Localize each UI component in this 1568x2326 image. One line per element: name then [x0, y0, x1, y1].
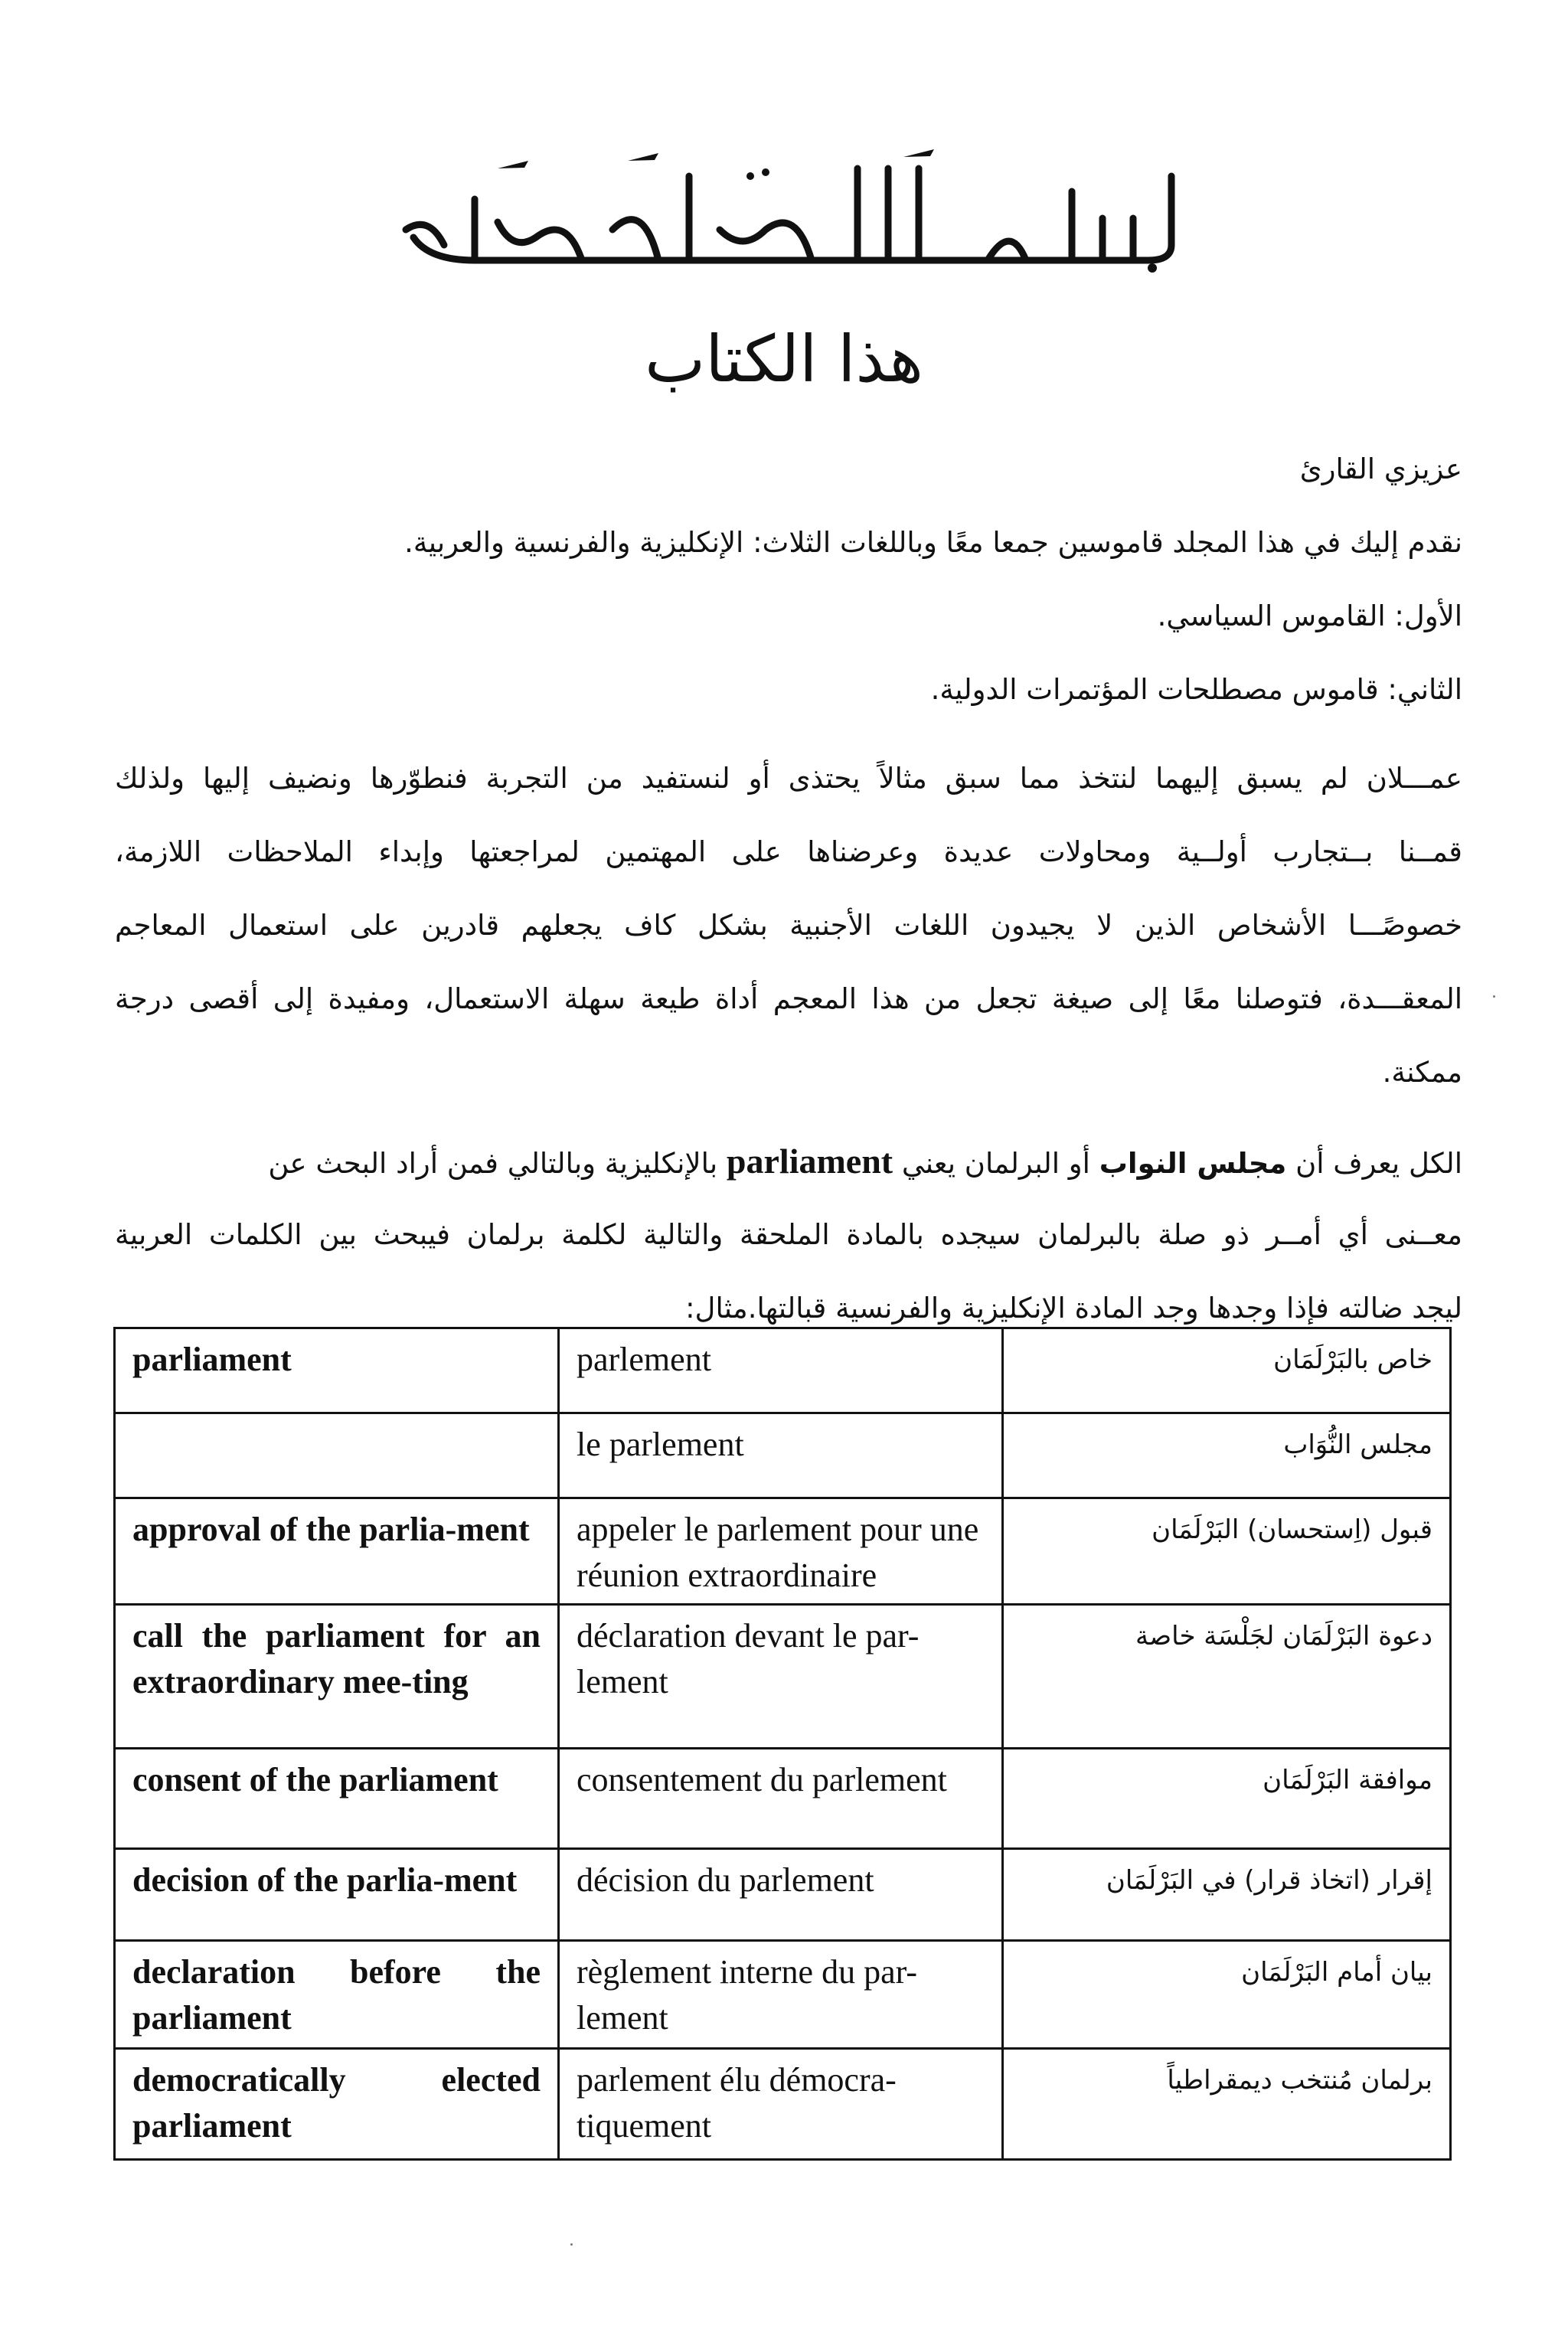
table-row: [115, 1941, 1451, 2049]
table-row: [115, 1498, 1451, 1605]
english-term: consent of the parliament: [115, 1749, 559, 1849]
french-term: appeler le parlement pour une réunion extraordinaire: [559, 1498, 1003, 1605]
greeting: عزيزي القارئ: [1299, 452, 1462, 485]
french-term: parlement élu démocra-tiquement: [559, 2049, 1003, 2160]
arabic-term: برلمان مُنتخب ديمقراطياً: [1003, 2049, 1451, 2160]
arabic-term: موافقة البَرْلَمَان: [1003, 1749, 1451, 1849]
second-dictionary: الثاني: قاموس مصطلحات المؤتمرات الدولية.: [930, 673, 1462, 706]
table-row: [115, 1849, 1451, 1941]
intro-paragraph: نقدم إليك في هذا المجلد قاموسين جمعا معًا وباللغات الثلاث: الإنكليزية والفرنسية والعربية.: [404, 526, 1462, 559]
work-line-2: قمــنا بــتجارب أولــية ومحاولات عديدة وعرضناها على المهتمين لمراجعتها وإبداء الملاحظات اللازمة،: [115, 835, 1462, 868]
arabic-term: خاص بالبَرْلَمَان: [1003, 1328, 1451, 1413]
english-term: approval of the parlia-ment: [115, 1498, 559, 1605]
french-term: consentement du parlement: [559, 1749, 1003, 1849]
work-line-4: المعقـــدة، فتوصلنا معًا إلى صيغة تجعل من هذا المعجم أداة طيعة سهلة الاستعمال، ومفيدة إلى أقصى درجة: [115, 982, 1462, 1015]
arabic-term: قبول (اِستحسان) البَرْلَمَان: [1003, 1498, 1451, 1605]
french-term: règlement interne du par-lement: [559, 1941, 1003, 2049]
work-line-3: خصوصًـــا الأشخاص الذين لا يجيدون اللغات الأجنبية بشكل كاف يجعلهم قادرين على استعمال المعاجم: [115, 909, 1462, 942]
term-arabic: مجلس النواب: [1099, 1147, 1287, 1180]
usage-text: بالإنكليزية وبالتالي فمن أراد البحث عن: [268, 1147, 727, 1180]
dictionary-table: [113, 1327, 1452, 2161]
usage-line-2: معــنى أي أمــر ذو صلة بالبرلمان سيجده بالمادة الملحقة والتالية لكلمة برلمان فيبحث بين الكلمات العربية: [115, 1218, 1462, 1251]
english-term: call the parliament for an extraordinary mee-ting: [115, 1605, 559, 1749]
body-text: [115, 433, 1462, 1345]
usage-line-3: ليجد ضالته فإذا وجدها وجد المادة الإنكليزية والفرنسية قبالتها.مثال:: [685, 1292, 1462, 1325]
page-title: هذا الكتاب: [645, 322, 923, 397]
french-term: parlement: [559, 1328, 1003, 1413]
work-line-1: عمـــلان لم يسبق إليهما لنتخذ مما سبق مثالاً يحتذى أو لنستفيد من التجربة فنطوّرها ونضيف إليها ولذلك: [115, 762, 1462, 795]
table-row: [115, 1749, 1451, 1849]
table-row: [115, 2049, 1451, 2160]
usage-text: أو البرلمان يعني: [893, 1147, 1099, 1180]
work-line-5: ممكنة.: [1382, 1056, 1462, 1089]
english-term: parliament: [115, 1328, 559, 1413]
french-term: décision du parlement: [559, 1849, 1003, 1941]
english-term: [115, 1413, 559, 1498]
french-term: déclaration devant le par-lement: [559, 1605, 1003, 1749]
arabic-term: إقرار (اتخاذ قرار) في البَرْلَمَان: [1003, 1849, 1451, 1941]
first-dictionary: الأول: القاموس السياسي.: [1157, 599, 1462, 632]
english-term: decision of the parlia-ment: [115, 1849, 559, 1941]
arabic-term: دعوة البَرْلَمَان لجَلْسَة خاصة: [1003, 1605, 1451, 1749]
table-row: [115, 1413, 1451, 1498]
usage-line-1: [115, 1125, 1462, 1198]
french-term: le parlement: [559, 1413, 1003, 1498]
usage-text: الكل يعرف أن: [1286, 1147, 1462, 1180]
arabic-term: بيان أمام البَرْلَمَان: [1003, 1941, 1451, 2049]
table-row: [115, 1328, 1451, 1413]
scan-speck: [570, 2243, 573, 2246]
arabic-term: مجلس النُّوَاب: [1003, 1413, 1451, 1498]
term-english: parliament: [726, 1142, 893, 1181]
basmala-calligraphy: [383, 145, 1194, 276]
english-term: democratically elected parliament: [115, 2049, 559, 2160]
scan-speck: [1493, 995, 1495, 998]
table-row: [115, 1605, 1451, 1749]
english-term: declaration before the parliament: [115, 1941, 559, 2049]
